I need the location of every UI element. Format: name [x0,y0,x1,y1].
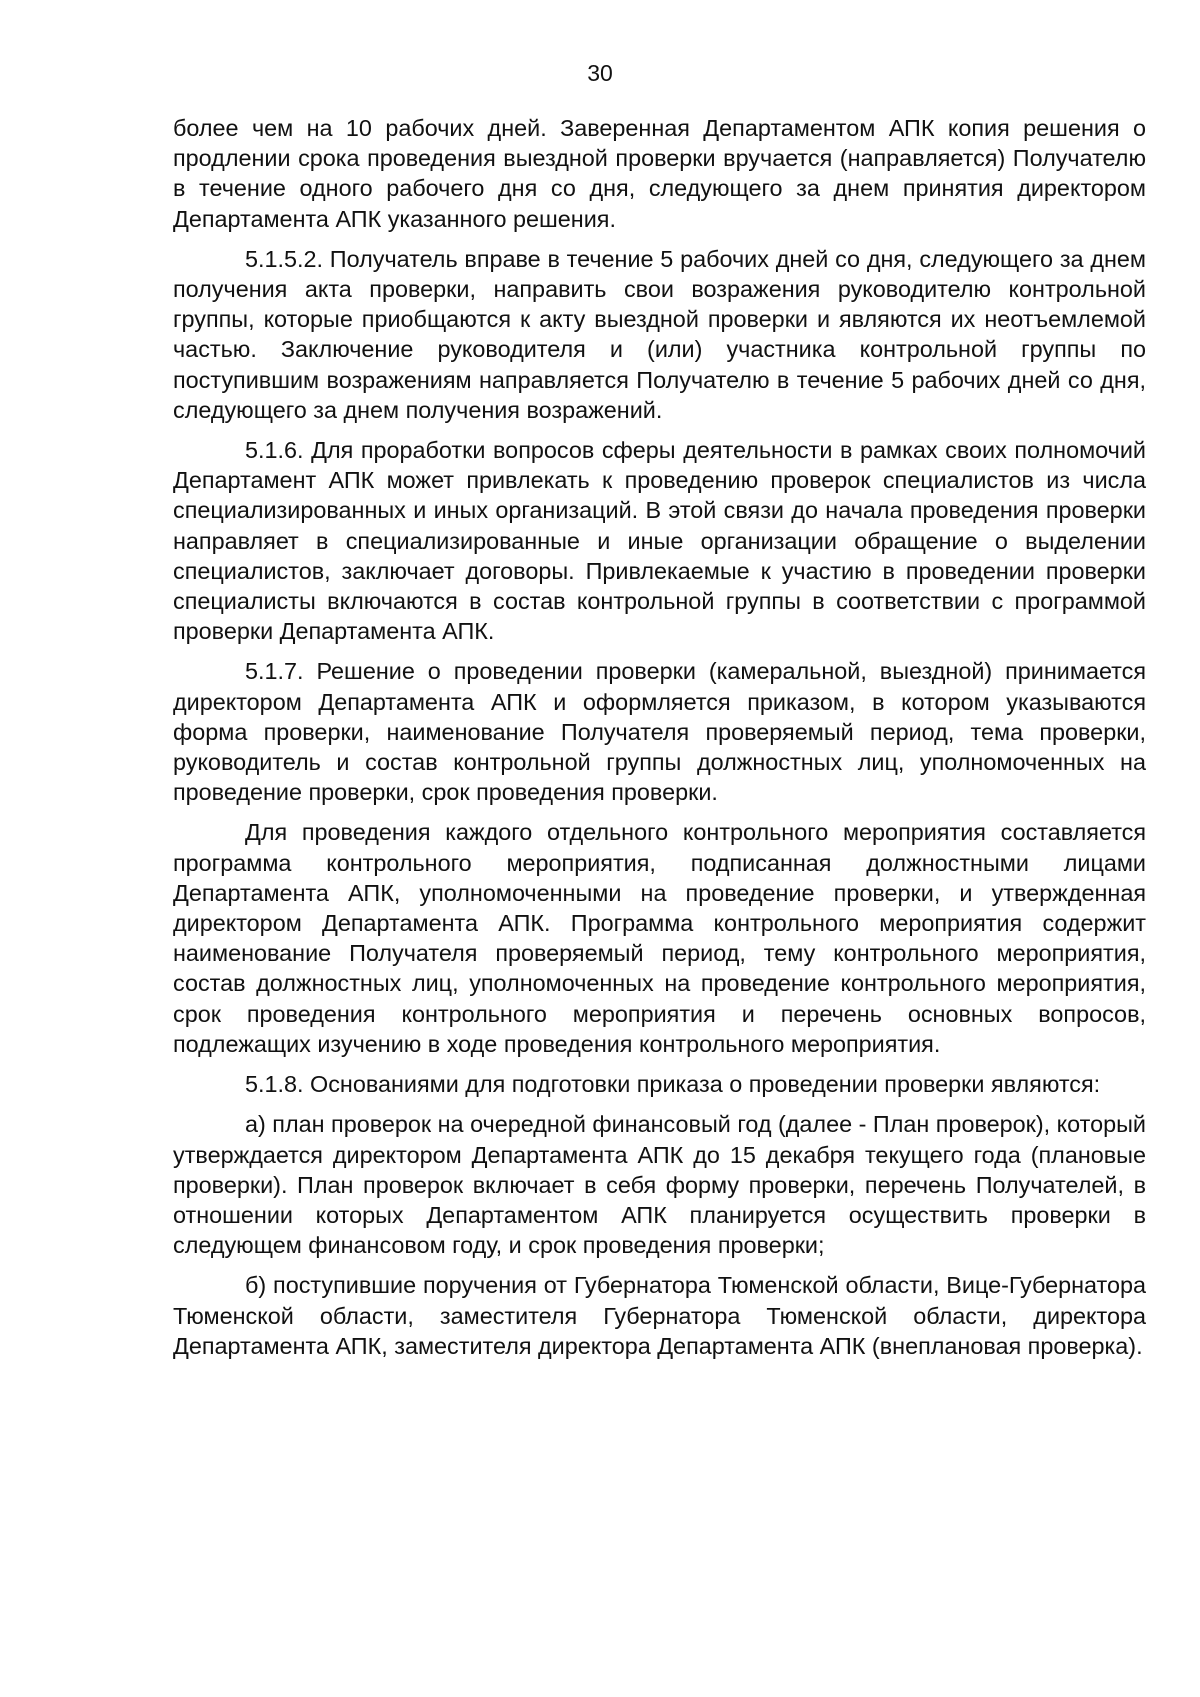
document-body [173,113,1146,1371]
paragraph-5-1-7: 5.1.7. Решение о проведении проверки (камеральной, выездной) принимается директором Департамента АПК и оформляется приказом, в котором указываются форма проверки, наименование Получателя проверяемый период, тема проверки, руководитель и состав контрольной группы должностных лиц, уполномоченных на проведение проверки, срок проведения проверки. [173,658,1146,806]
page-number: 30 [587,60,613,86]
paragraph-5-1-5-2: 5.1.5.2. Получатель вправе в течение 5 рабочих дней со дня, следующего за днем получения акта проверки, направить свои возражения руководителю контрольной группы, которые приобщаются к акту выездной проверки и являются их неотъемлемой частью. Заключение руководителя и (или) участника контрольной группы по поступившим возражениям направляется Получателю в течение 5 рабочих дней со дня, следующего за днем получения возражений. [173,245,1146,423]
paragraph-5-1-8: 5.1.8. Основаниями для подготовки приказа о проведении проверки являются: [245,1071,1101,1098]
paragraph-item-a: а) план проверок на очередной финансовый год (далее - План проверок), который утверждается директором Департамента АПК до 15 декабря текущего года (плановые проверки). План проверок включает в себя форму проверки, перечень Получателей, в отношении которых Департаментом АПК планируется осуществить проверки в следующем финансовом году, и срок проведения проверки; [173,1111,1146,1259]
paragraph-continuation-extension: более чем на 10 рабочих дней. Заверенная Департаментом АПК копия решения о продлении срока проведения выездной проверки вручается (направляется) Получателю в течение одного рабочего дня со дня, следующего за днем принятия директором Департамента АПК указанного решения. [173,115,1146,232]
paragraph-item-b: б) поступившие поручения от Губернатора Тюменской области, Вице-Губернатора Тюменской области, заместителя Губернатора Тюменской области, директора Департамента АПК, заместителя директора Департамента АПК (внеплановая проверка). [173,1272,1146,1359]
paragraph-5-1-6: 5.1.6. Для проработки вопросов сферы деятельности в рамках своих полномочий Департамент АПК может привлекать к проведению проверок специалистов из числа специализированных и иных организаций. В этой связи до начала проведения проверки направляет в специализированные и иные организации обращение о выделении специалистов, заключает договоры. Привлекаемые к участию в проведении проверки специалисты включаются в состав контрольной группы в соответствии с программой проверки Департамента АПК. [173,437,1146,645]
paragraph-program: Для проведения каждого отдельного контрольного мероприятия составляется программа контрольного мероприятия, подписанная должностными лицами Департамента АПК, уполномоченными на проведение проверки, и утвержденная директором Департамента АПК. Программа контрольного мероприятия содержит наименование Получателя проверяемый период, тему контрольного мероприятия, состав должностных лиц, уполномоченных на проведение контрольного мероприятия, срок проведения контрольного мероприятия и перечень основных вопросов, подлежащих изучению в ходе проведения контрольного мероприятия. [173,819,1146,1057]
